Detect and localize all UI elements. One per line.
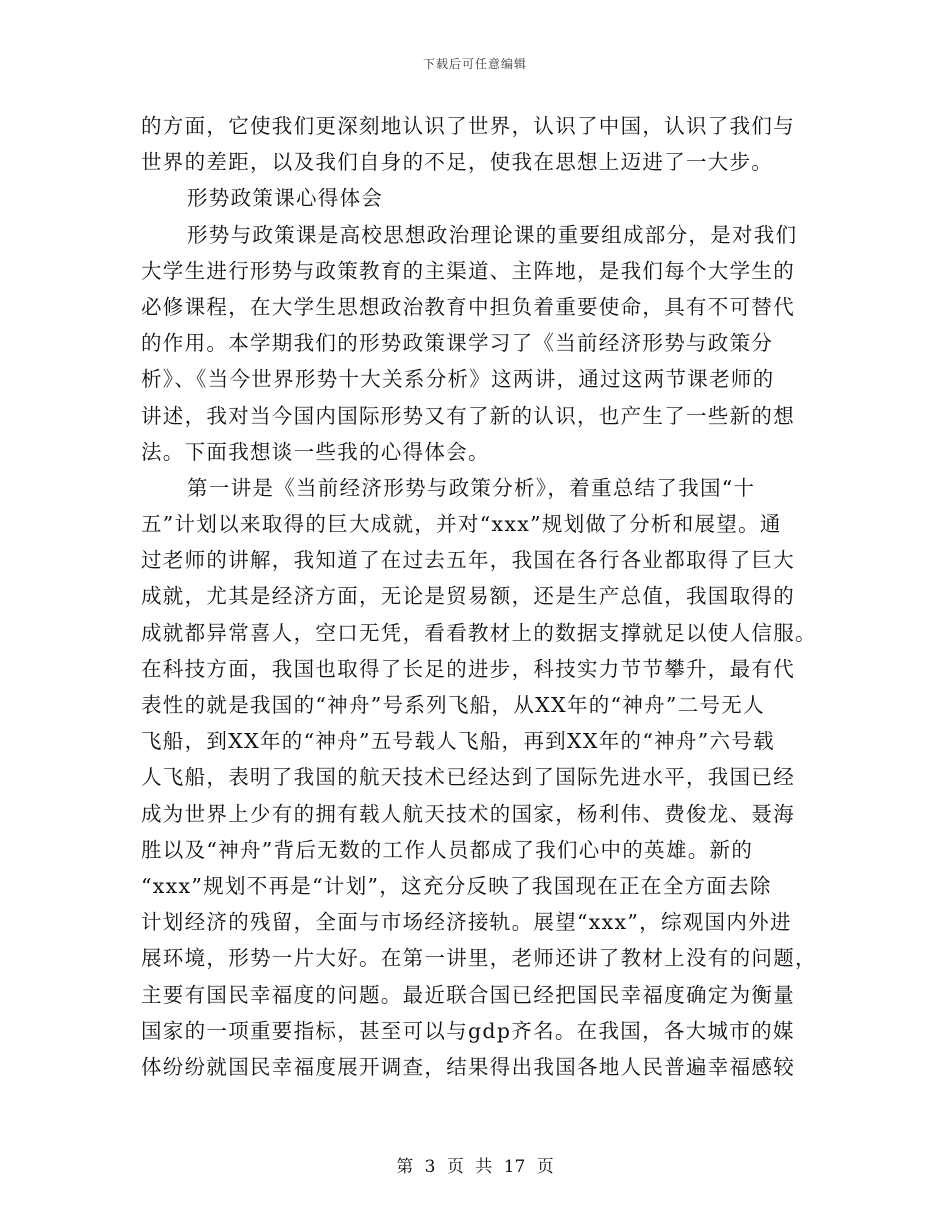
body-line: 计划经济的残留，全面与市场经济接轨。展望“xxx”，综观国内外进 xyxy=(141,910,792,935)
body-line: “xxx”规划不再是“计划”，这充分反映了我国现在正在全方面去除 xyxy=(141,873,772,898)
body-line: 形势与政策课是高校思想政治理论课的重要组成部分，是对我们 xyxy=(187,222,798,247)
body-line: 五”计划以来取得的巨大成就，并对“xxx”规划做了分析和展望。通 xyxy=(141,512,782,537)
body-line: 在科技方面，我国也取得了长足的进步，科技实力节节攀升，最有代 xyxy=(141,656,795,681)
body-line: 必修课程，在大学生思想政治教育中担负着重要使命，具有不可替代 xyxy=(141,294,795,319)
body-line: 的作用。本学期我们的形势政策课学习了《当前经济形势与政策分 xyxy=(141,331,774,356)
body-line: 世界的差距，以及我们自身的不足，使我在思想上迈进了一大步。 xyxy=(141,150,774,175)
section-title: 形势政策课心得体会 xyxy=(187,186,384,211)
body-line: 大学生进行形势与政策教育的主渠道、主阵地，是我们每个大学生的 xyxy=(141,258,795,283)
body-line: 的方面，它使我们更深刻地认识了世界，认识了中国，认识了我们与 xyxy=(141,114,795,138)
body-line: 体纷纷就国民幸福度展开调查，结果得出我国各地人民普遍幸福感较 xyxy=(141,1054,795,1079)
body-line: 讲述，我对当今国内国际形势又有了新的认识，也产生了一些新的想 xyxy=(141,403,795,428)
page-header: 下载后可任意编辑 xyxy=(422,57,527,71)
body-line: 第一讲是《当前经济形势与政策分析》，着重总结了我国“十 xyxy=(187,475,756,500)
body-line: 展环境，形势一片大好。在第一讲里，老师还讲了教材上没有的问题， xyxy=(141,946,817,971)
body-line: 胜以及“神舟”背后无数的工作人员都成了我们心中的英雄。新的 xyxy=(141,837,754,862)
body-line: 成就都异常喜人，空口无凭，看看教材上的数据支撑就足以使人信服。 xyxy=(141,620,817,645)
body-line: 国家的一项重要指标，甚至可以与gdp齐名。在我国，各大城市的媒 xyxy=(141,1018,795,1043)
body-line: 法。下面我想谈一些我的心得体会。 xyxy=(141,439,490,464)
body-line: 飞船，到XX年的“神舟”五号载人飞船，再到XX年的“神舟”六号载 xyxy=(141,729,775,754)
body-line: 人飞船，表明了我国的航天技术已经达到了国际先进水平，我国已经 xyxy=(141,765,795,790)
body-line: 成为世界上少有的拥有载人航天技术的国家，杨利伟、费俊龙、聂海 xyxy=(141,801,795,826)
body-line: 主要有国民幸福度的问题。最近联合国已经把国民幸福度确定为衡量 xyxy=(141,982,795,1007)
body-line: 成就，尤其是经济方面，无论是贸易额，还是生产总值，我国取得的 xyxy=(141,584,795,609)
body-line: 析》、《当今世界形势十大关系分析》这两讲，通过这两节课老师的 xyxy=(141,367,775,392)
document-body xyxy=(141,108,817,1085)
page-footer: 第 3 页 共 17 页 xyxy=(396,1157,554,1177)
body-line: 表性的就是我国的“神舟”号系列飞船，从XX年的“神舟”二号无人 xyxy=(141,693,765,717)
body-line: 过老师的讲解，我知道了在过去五年，我国在各行各业都取得了巨大 xyxy=(141,548,795,573)
